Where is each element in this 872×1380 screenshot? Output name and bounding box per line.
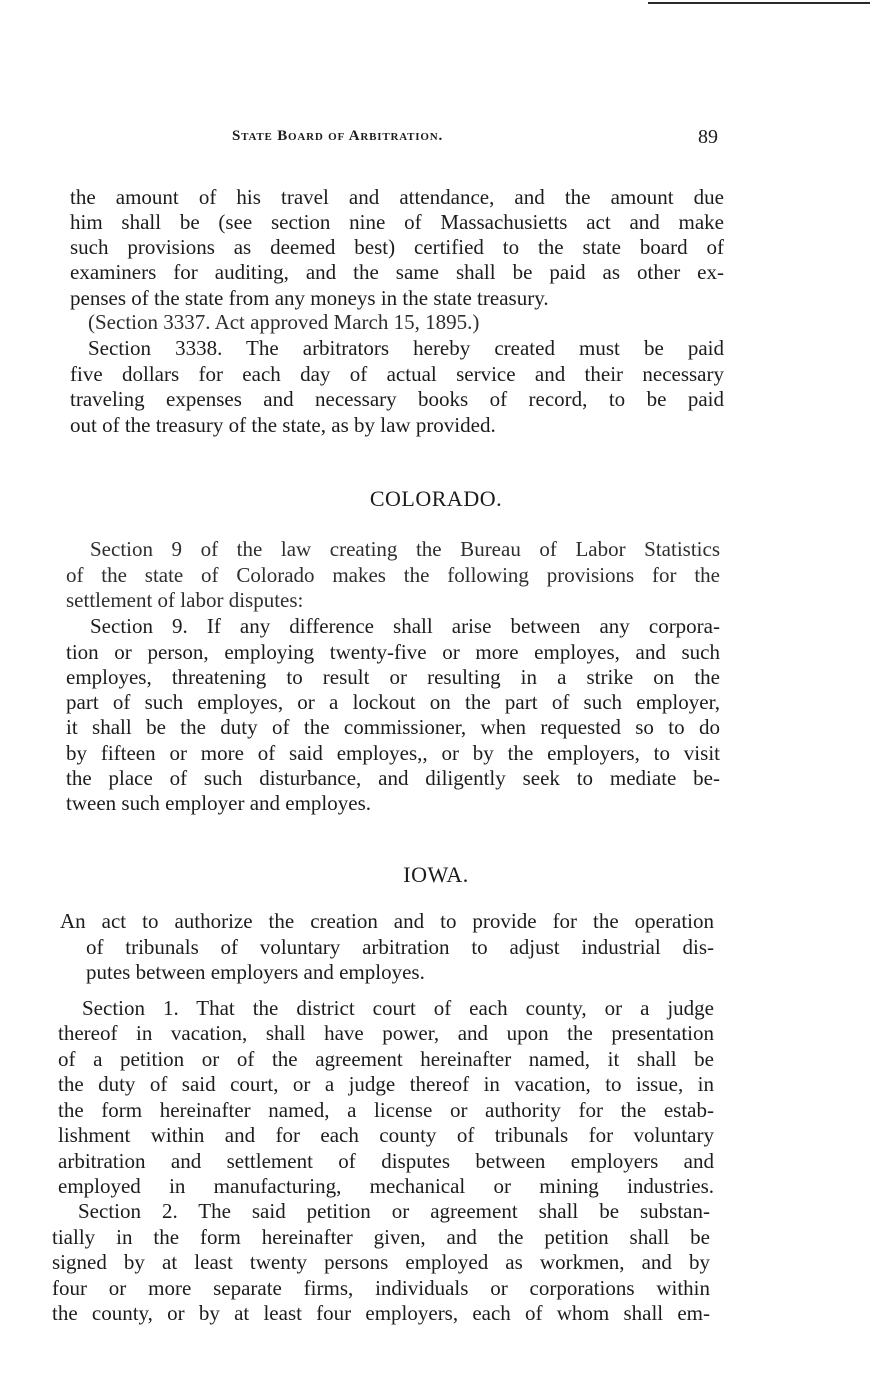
section-heading-iowa: IOWA. (403, 862, 469, 887)
text-line: Section 3338. The arbitrators hereby created must be paid (88, 336, 724, 360)
text-line: the form hereinafter named, a license or authority for the estab- (58, 1098, 714, 1122)
text-line: the place of such disturbance, and diligently seek to mediate be- (66, 766, 720, 790)
text-line: such provisions as deemed best) certified to the state board of (70, 235, 724, 259)
act-title-line: putes between employers and employes. (86, 960, 425, 984)
text-line: out of the treasury of the state, as by law provided. (70, 413, 496, 437)
text-line: Section 9. If any difference shall arise between any corpora- (90, 614, 720, 638)
text-line: him shall be (see section nine of Massachusietts act and make (70, 210, 724, 234)
text-line: settlement of labor disputes: (66, 588, 304, 612)
text-line: five dollars for each day of actual service and their necessary (70, 362, 724, 386)
text-line: tion or person, employing twenty-five or more employes, and such (66, 640, 720, 664)
text-line: examiners for auditing, and the same shall be paid as other ex- (70, 260, 724, 284)
text-line: it shall be the duty of the commissioner, when requested so to do (66, 715, 720, 739)
text-line: of the state of Colorado makes the following provisions for the (66, 563, 720, 587)
citation-line: (Section 3337. Act approved March 15, 1895.) (88, 310, 480, 334)
text-line: the amount of his travel and attendance, and the amount due (70, 185, 724, 209)
text-line: of a petition or of the agreement hereinafter named, it shall be (58, 1047, 714, 1071)
text-line: lishment within and for each county of tribunals for voluntary (58, 1123, 714, 1147)
text-line: Section 2. The said petition or agreement shall be substan- (78, 1199, 710, 1223)
act-title-line: of tribunals of voluntary arbitration to adjust industrial dis- (86, 935, 714, 959)
text-line: by fifteen or more of said employes,, or by the employers, to visit (66, 741, 720, 765)
text-line: the county, or by at least four employers, each of whom shall em- (52, 1301, 710, 1325)
act-title-line: An act to authorize the creation and to provide for the operation (60, 909, 714, 933)
section-heading-colorado: COLORADO. (369, 486, 503, 511)
text-line: employed in manufacturing, mechanical or mining industries. (58, 1174, 714, 1198)
top-edge-rule (648, 2, 870, 4)
text-line: part of such employes, or a lockout on the part of such employer, (66, 690, 720, 714)
page-number: 89 (698, 126, 718, 148)
text-line: the duty of said court, or a judge thereof in vacation, to issue, in (58, 1072, 714, 1096)
text-line: tween such employer and employes. (66, 791, 371, 815)
text-line: four or more separate firms, individuals or corporations within (52, 1276, 710, 1300)
text-line: thereof in vacation, shall have power, and upon the presentation (58, 1021, 714, 1045)
text-line: employes, threatening to result or resulting in a strike on the (66, 665, 720, 689)
page-header (0, 118, 872, 158)
running-title: State Board of Arbitration. (232, 128, 444, 144)
text-line: signed by at least twenty persons employed as workmen, and by (52, 1250, 710, 1274)
text-line: penses of the state from any moneys in the state treasury. (70, 286, 549, 310)
text-line: arbitration and settlement of disputes between employers and (58, 1149, 714, 1173)
text-line: Section 9 of the law creating the Bureau of Labor Statistics (90, 537, 720, 561)
text-line: Section 1. That the district court of each county, or a judge (82, 996, 714, 1020)
text-line: traveling expenses and necessary books of record, to be paid (70, 387, 724, 411)
text-line: tially in the form hereinafter given, and the petition shall be (52, 1225, 710, 1249)
